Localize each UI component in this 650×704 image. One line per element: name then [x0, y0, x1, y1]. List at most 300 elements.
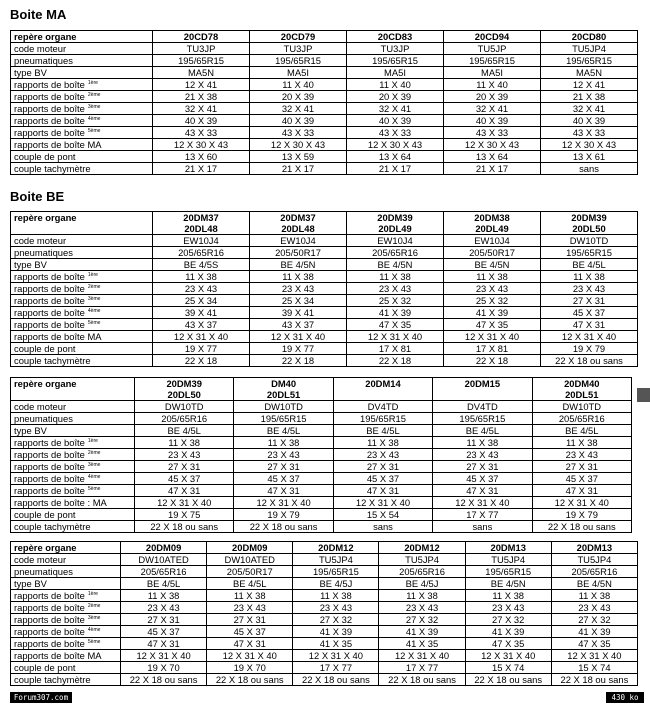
row-label-text: rapports de boîte [14, 115, 85, 126]
table-cell: 19 X 70 [207, 662, 293, 674]
column-header: 20DM14 [333, 378, 432, 390]
row-label [11, 614, 121, 626]
table-cell: 11 X 38 [433, 437, 532, 449]
row-label [11, 331, 153, 343]
table-cell: 45 X 37 [234, 473, 333, 485]
table-cell: 15 X 54 [333, 509, 432, 521]
table-cell: EW10J4 [250, 235, 347, 247]
table-cell: 205/65R16 [153, 247, 250, 259]
column-header: 20DM39 [135, 378, 234, 390]
table-cell: 22 X 18 ou sans [135, 521, 234, 533]
table-cell: TU3JP [347, 43, 444, 55]
gear-index: 3ème [87, 615, 101, 621]
row-label [11, 259, 153, 271]
table-cell: 12 X 31 X 40 [153, 331, 250, 343]
table-cell: 195/65R15 [433, 413, 532, 425]
table-cell: 12 X 31 X 40 [207, 650, 293, 662]
table-cell: 12 X 30 X 43 [541, 139, 638, 151]
column-header: 20DM40 [532, 378, 631, 390]
table-boite-be-2 [10, 377, 632, 533]
table-cell: 47 X 35 [551, 638, 637, 650]
table-cell: MA5N [153, 67, 250, 79]
gear-index: 2ème [87, 603, 101, 609]
table-cell: 40 X 39 [541, 115, 638, 127]
table-cell: 12 X 31 X 40 [135, 497, 234, 509]
row-label-text: type BV [14, 578, 47, 589]
table-row [11, 509, 632, 521]
column-header: 20DL48 [250, 223, 347, 235]
row-label [11, 401, 135, 413]
row-label-text: couple tachymètre [14, 674, 91, 685]
gear-index: 5ème [87, 486, 101, 492]
table-cell: 205/65R16 [121, 566, 207, 578]
table-cell: 43 X 33 [250, 127, 347, 139]
gear-index: 4ème [87, 116, 101, 122]
gear-index: 1ère [87, 272, 98, 278]
header-label: repère organe [11, 31, 153, 43]
section-title-boite-ma: Boite MA [10, 7, 67, 22]
table-row [11, 235, 638, 247]
row-label [11, 79, 153, 91]
row-label-text: rapports de boîte [14, 79, 85, 90]
table-cell: 21 X 17 [153, 163, 250, 175]
row-label-text: rapports de boîte MA [14, 139, 102, 150]
row-label [11, 566, 121, 578]
table-cell: 27 X 31 [135, 461, 234, 473]
row-label [11, 485, 135, 497]
row-label [11, 650, 121, 662]
table-cell: 205/65R16 [135, 413, 234, 425]
gear-index: 5ème [87, 320, 101, 326]
table-cell: BE 4/5L [234, 425, 333, 437]
table-row [11, 662, 638, 674]
table-row [11, 103, 638, 115]
table-cell: 17 X 77 [379, 662, 465, 674]
column-header: 20DL49 [347, 223, 444, 235]
table-cell: EW10J4 [444, 235, 541, 247]
gear-index: 1ère [87, 591, 98, 597]
table-cell: 47 X 31 [532, 485, 631, 497]
table-cell: 19 X 77 [153, 343, 250, 355]
row-label [11, 139, 153, 151]
table-cell: 17 X 81 [347, 343, 444, 355]
table-row [11, 319, 638, 331]
row-label-text: couple de pont [14, 151, 76, 162]
table-cell: 21 X 17 [250, 163, 347, 175]
table-cell: DV4TD [333, 401, 432, 413]
table-cell: 205/65R16 [379, 566, 465, 578]
column-header: 20DM13 [465, 542, 551, 554]
row-label [11, 461, 135, 473]
table-cell: BE 4/5N [250, 259, 347, 271]
table-cell: DV4TD [433, 401, 532, 413]
table-cell: 11 X 38 [234, 437, 333, 449]
row-label-text: rapports de boîte [14, 461, 85, 472]
row-label [11, 67, 153, 79]
table-cell: 12 X 31 X 40 [347, 331, 444, 343]
table-cell: sans [541, 163, 638, 175]
table-cell: DW10ATED [121, 554, 207, 566]
table-cell: 12 X 41 [153, 79, 250, 91]
table-cell: BE 4/5L [541, 259, 638, 271]
row-label [11, 247, 153, 259]
table-cell: 15 X 74 [551, 662, 637, 674]
table-cell: BE 4/5L [433, 425, 532, 437]
row-label [11, 602, 121, 614]
gear-index: 5ème [87, 128, 101, 134]
table-cell: 41 X 39 [444, 307, 541, 319]
table-cell: 47 X 31 [135, 485, 234, 497]
table-row [11, 307, 638, 319]
gear-index: 4ème [87, 627, 101, 633]
table-cell: 23 X 43 [541, 283, 638, 295]
table-cell: MA5N [541, 67, 638, 79]
row-label-text: pneumatiques [14, 566, 73, 577]
table-cell: 27 X 32 [551, 614, 637, 626]
column-header: 20DM09 [207, 542, 293, 554]
table-row [11, 566, 638, 578]
table-cell: 25 X 32 [347, 295, 444, 307]
row-label-text: rapports de boîte [14, 295, 85, 306]
table-row [11, 91, 638, 103]
table-cell: 12 X 31 X 40 [333, 497, 432, 509]
table-cell: 11 X 38 [551, 590, 637, 602]
table-row [11, 650, 638, 662]
row-label-text: code moteur [14, 401, 67, 412]
table-row [11, 355, 638, 367]
gear-index: 2ème [87, 450, 101, 456]
table-cell: 45 X 37 [541, 307, 638, 319]
table-cell: 45 X 37 [333, 473, 432, 485]
table-cell: MA5I [250, 67, 347, 79]
table-cell: BE 4/5J [293, 578, 379, 590]
row-label-text: rapports de boîte [14, 271, 85, 282]
column-header: 20CD78 [153, 31, 250, 43]
table-row [11, 115, 638, 127]
table-cell: TU3JP [250, 43, 347, 55]
table-boite-be-1 [10, 211, 638, 367]
table-cell: sans [433, 521, 532, 533]
table-cell: MA5I [444, 67, 541, 79]
table-cell: 22 X 18 ou sans [551, 674, 637, 686]
table-cell: 11 X 38 [532, 437, 631, 449]
table-cell: 195/65R15 [444, 55, 541, 67]
table-row [11, 151, 638, 163]
table-cell: 40 X 39 [444, 115, 541, 127]
row-label [11, 43, 153, 55]
header-label [11, 389, 135, 401]
header-label: repère organe [11, 542, 121, 554]
table-cell: 11 X 40 [347, 79, 444, 91]
table-cell: 195/65R15 [153, 55, 250, 67]
row-label [11, 425, 135, 437]
table-cell: 27 X 32 [293, 614, 379, 626]
row-label [11, 355, 153, 367]
table-cell: 47 X 31 [234, 485, 333, 497]
table-cell: 39 X 41 [250, 307, 347, 319]
table-row [11, 67, 638, 79]
table-cell: 43 X 33 [347, 127, 444, 139]
table-cell: 11 X 38 [293, 590, 379, 602]
header-label: repère organe [11, 212, 153, 224]
table-cell: 40 X 39 [153, 115, 250, 127]
table-cell: 195/65R15 [250, 55, 347, 67]
row-label-text: rapports de boîte [14, 127, 85, 138]
table-row [11, 497, 632, 509]
table-cell: 20 X 39 [347, 91, 444, 103]
table-cell: 11 X 40 [444, 79, 541, 91]
table-cell: 45 X 37 [135, 473, 234, 485]
gear-index: 5ème [87, 639, 101, 645]
table-cell: 12 X 31 X 40 [541, 331, 638, 343]
column-header: 20DL51 [234, 389, 333, 401]
table-cell: 12 X 31 X 40 [121, 650, 207, 662]
table-cell: 11 X 38 [135, 437, 234, 449]
row-label [11, 473, 135, 485]
gear-index: 4ème [87, 308, 101, 314]
footer-size-label: 430 ko [606, 692, 644, 703]
table-cell: DW10TD [234, 401, 333, 413]
table-cell: 41 X 39 [293, 626, 379, 638]
table-row [11, 127, 638, 139]
row-label-text: rapports de boîte [14, 437, 85, 448]
column-header [433, 389, 532, 401]
table-cell: 43 X 33 [444, 127, 541, 139]
table-cell: TU5JP4 [465, 554, 551, 566]
column-header: 20CD83 [347, 31, 444, 43]
table-cell: BE 4/5L [121, 578, 207, 590]
table-cell: 22 X 18 ou sans [207, 674, 293, 686]
table-cell: 22 X 18 [153, 355, 250, 367]
table-cell: 45 X 37 [207, 626, 293, 638]
table-cell: 23 X 43 [532, 449, 631, 461]
table-cell: 22 X 18 [444, 355, 541, 367]
table-cell: 11 X 38 [250, 271, 347, 283]
table-boite-ma [10, 30, 638, 175]
row-label-text: rapports de boîte [14, 319, 85, 330]
table-cell: 43 X 37 [153, 319, 250, 331]
table-row [11, 295, 638, 307]
table-row [11, 554, 638, 566]
table-row [11, 79, 638, 91]
row-label-text: rapports de boîte [14, 638, 85, 649]
table-cell: 17 X 81 [444, 343, 541, 355]
table-cell: 13 X 61 [541, 151, 638, 163]
table-cell: DW10TD [135, 401, 234, 413]
column-header: 20DM09 [121, 542, 207, 554]
table-row [11, 449, 632, 461]
gear-index: 3ème [87, 296, 101, 302]
column-header: 20CD79 [250, 31, 347, 43]
table-cell: 23 X 43 [135, 449, 234, 461]
row-label-text: type BV [14, 259, 47, 270]
row-label-text: couple de pont [14, 343, 76, 354]
table-cell: 22 X 18 [250, 355, 347, 367]
gear-index: 2ème [87, 92, 101, 98]
table-cell: DW10TD [532, 401, 631, 413]
row-label [11, 319, 153, 331]
header-label: repère organe [11, 378, 135, 390]
table-cell: 23 X 43 [465, 602, 551, 614]
section-title-boite-be: Boite BE [10, 189, 65, 204]
table-cell: 27 X 31 [433, 461, 532, 473]
table-cell: 23 X 43 [333, 449, 432, 461]
row-label-text: type BV [14, 425, 47, 436]
gear-index: 1ère [87, 80, 98, 86]
row-label [11, 55, 153, 67]
table-cell: EW10J4 [347, 235, 444, 247]
table-cell: 12 X 31 X 40 [444, 331, 541, 343]
table-cell: 19 X 79 [541, 343, 638, 355]
table-cell: 45 X 37 [121, 626, 207, 638]
table-cell: 47 X 31 [121, 638, 207, 650]
table-row [11, 626, 638, 638]
table-row [11, 139, 638, 151]
row-label-text: code moteur [14, 554, 67, 565]
table-cell: TU5JP4 [541, 43, 638, 55]
table-cell: 45 X 37 [532, 473, 631, 485]
table-cell: 12 X 31 X 40 [433, 497, 532, 509]
row-label [11, 283, 153, 295]
row-label-text: rapports de boîte [14, 91, 85, 102]
table-cell: 41 X 35 [293, 638, 379, 650]
row-label-text: rapports de boîte [14, 283, 85, 294]
table-cell: 13 X 60 [153, 151, 250, 163]
column-header: 20DL49 [444, 223, 541, 235]
gear-index: 4ème [87, 474, 101, 480]
row-label [11, 151, 153, 163]
table-cell: BE 4/5J [379, 578, 465, 590]
table-cell: 12 X 31 X 40 [250, 331, 347, 343]
table-cell: 12 X 31 X 40 [465, 650, 551, 662]
table-cell: 41 X 39 [465, 626, 551, 638]
table-cell: 23 X 43 [551, 602, 637, 614]
table-cell: 11 X 38 [333, 437, 432, 449]
table-row [11, 425, 632, 437]
table-cell: 45 X 37 [433, 473, 532, 485]
table-cell: 22 X 18 ou sans [379, 674, 465, 686]
column-header [333, 389, 432, 401]
table-row [11, 638, 638, 650]
table-cell: 32 X 41 [347, 103, 444, 115]
row-label-text: couple tachymètre [14, 521, 91, 532]
table-cell: 19 X 70 [121, 662, 207, 674]
table-cell: 195/65R15 [234, 413, 333, 425]
row-label-text: rapports de boîte [14, 614, 85, 625]
row-label [11, 437, 135, 449]
table-row [11, 473, 632, 485]
row-label [11, 343, 153, 355]
table-cell: 13 X 64 [347, 151, 444, 163]
table-cell: 15 X 74 [465, 662, 551, 674]
table-cell: 11 X 38 [444, 271, 541, 283]
table-cell: 19 X 77 [250, 343, 347, 355]
table-row [11, 247, 638, 259]
table-row [11, 521, 632, 533]
table-cell: 12 X 30 X 43 [250, 139, 347, 151]
table-row [11, 259, 638, 271]
table-cell: 11 X 40 [250, 79, 347, 91]
table-cell: 17 X 77 [433, 509, 532, 521]
row-label-text: pneumatiques [14, 55, 73, 66]
table-cell: 23 X 43 [293, 602, 379, 614]
row-label [11, 271, 153, 283]
table-cell: 23 X 43 [153, 283, 250, 295]
table-row [11, 674, 638, 686]
table-cell: 25 X 34 [250, 295, 347, 307]
table-row [11, 331, 638, 343]
table-cell: 19 X 79 [234, 509, 333, 521]
gear-index: 3ème [87, 462, 101, 468]
table-cell: 23 X 43 [347, 283, 444, 295]
table-cell: 23 X 43 [121, 602, 207, 614]
row-label [11, 554, 121, 566]
table-row [11, 614, 638, 626]
table-cell: 12 X 31 X 40 [532, 497, 631, 509]
table-cell: 12 X 31 X 40 [293, 650, 379, 662]
table-cell: 47 X 31 [541, 319, 638, 331]
column-header: 20DL51 [532, 389, 631, 401]
row-label [11, 163, 153, 175]
table-cell: 11 X 38 [541, 271, 638, 283]
table-cell: 21 X 38 [153, 91, 250, 103]
column-header: 20DL48 [153, 223, 250, 235]
table-cell: 21 X 17 [347, 163, 444, 175]
table-cell: 12 X 30 X 43 [347, 139, 444, 151]
row-label-text: pneumatiques [14, 413, 73, 424]
table-row [11, 401, 632, 413]
footer-site-label: Forum307.com [10, 692, 72, 703]
table-cell: BE 4/5N [347, 259, 444, 271]
table-cell: BE 4/5L [333, 425, 432, 437]
table-cell: 205/65R16 [347, 247, 444, 259]
row-label [11, 295, 153, 307]
table-cell: 47 X 35 [347, 319, 444, 331]
row-label [11, 674, 121, 686]
table-cell: 21 X 17 [444, 163, 541, 175]
table-cell: 23 X 43 [207, 602, 293, 614]
row-label [11, 590, 121, 602]
row-label-text: rapports de boîte [14, 473, 85, 484]
table-cell: 20 X 39 [250, 91, 347, 103]
column-header: 20DM12 [379, 542, 465, 554]
table-cell: 23 X 43 [250, 283, 347, 295]
table-cell: 41 X 35 [379, 638, 465, 650]
row-label-text: rapports de boîte MA [14, 331, 102, 342]
table-cell: 195/65R15 [541, 247, 638, 259]
table-cell: 41 X 39 [379, 626, 465, 638]
table-cell: 195/65R15 [293, 566, 379, 578]
table-row [11, 283, 638, 295]
table-cell: 17 X 77 [293, 662, 379, 674]
table-cell: BE 4/5L [532, 425, 631, 437]
table-cell: 12 X 31 X 40 [379, 650, 465, 662]
table-cell: BE 4/5S [153, 259, 250, 271]
table-cell: 11 X 38 [379, 590, 465, 602]
table-cell: 205/50R17 [250, 247, 347, 259]
row-label-text: rapports de boîte [14, 485, 85, 496]
table-cell: 195/65R15 [333, 413, 432, 425]
table-cell: 23 X 43 [444, 283, 541, 295]
table-row [11, 43, 638, 55]
table-cell: 19 X 79 [532, 509, 631, 521]
table-cell: 22 X 18 ou sans [465, 674, 551, 686]
column-header: 20DM37 [250, 212, 347, 224]
table-cell: 11 X 38 [207, 590, 293, 602]
table-cell: 195/65R15 [465, 566, 551, 578]
table-cell: 22 X 18 ou sans [234, 521, 333, 533]
header-label [11, 223, 153, 235]
